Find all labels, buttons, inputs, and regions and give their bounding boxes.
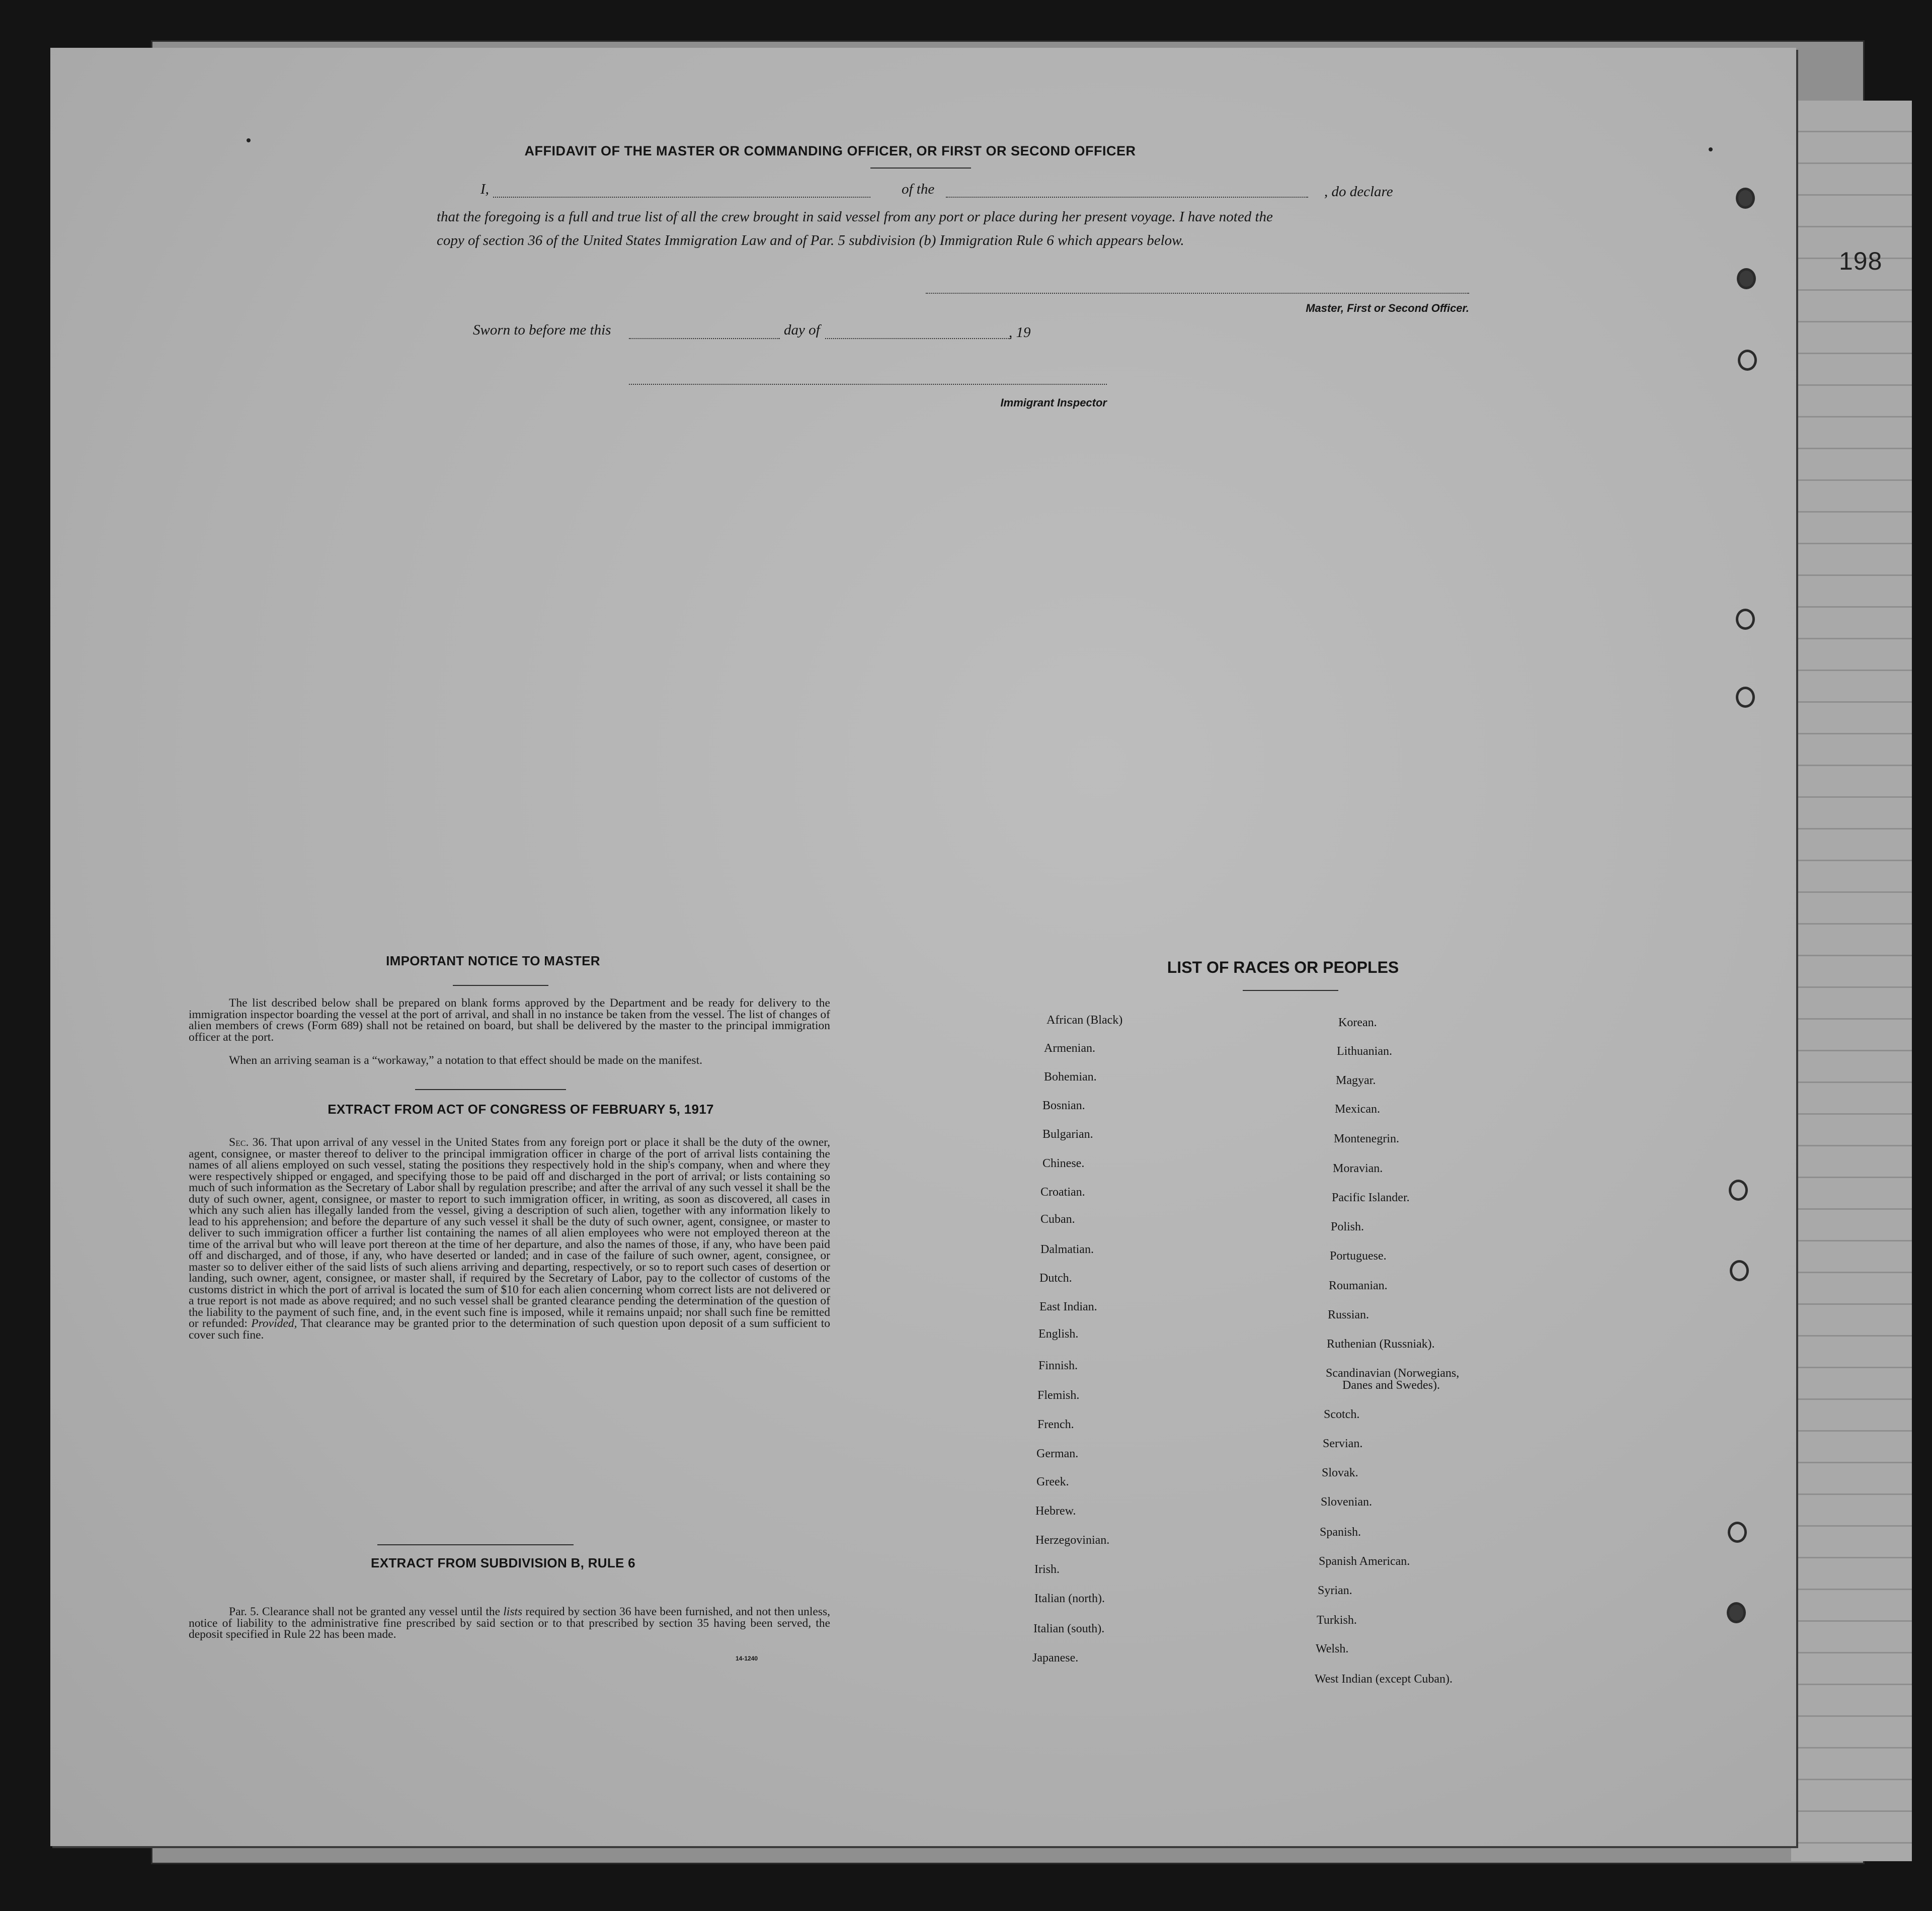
binder-hole — [1729, 1180, 1748, 1201]
affidavit-of-the: of the — [902, 181, 935, 197]
race-item: French. — [1037, 1418, 1074, 1431]
race-item: Pacific Islander. — [1332, 1191, 1410, 1204]
binder-hole — [1728, 1522, 1747, 1543]
signature-label: Master, First or Second Officer. — [1306, 302, 1469, 314]
race-item: Moravian. — [1333, 1162, 1383, 1175]
rule-text-b: required by section 36 have been furnished, and not then unless, notice of liability to the administrative fine prescribed by said section or to that prescribed by section 35 having been served, the deposit specified in Rule 22 has been made. — [189, 1605, 831, 1641]
inspector-signature-line[interactable] — [629, 384, 1107, 385]
race-item: Dalmatian. — [1040, 1243, 1094, 1256]
race-item: Cuban. — [1040, 1213, 1075, 1226]
race-item: Italian (north). — [1034, 1592, 1105, 1605]
race-item: Finnish. — [1038, 1359, 1078, 1372]
race-item: Turkish. — [1317, 1614, 1357, 1627]
notice-paragraph-2 — [189, 1055, 830, 1066]
race-item: Bosnian. — [1042, 1099, 1085, 1112]
race-item: Chinese. — [1042, 1157, 1085, 1170]
race-item: Bohemian. — [1044, 1070, 1097, 1084]
binder-hole — [1736, 687, 1755, 708]
notice-text-2: When an arriving seaman is a “workaway,” a notation to that effect should be made on the manifest. — [229, 1054, 702, 1067]
rule-title: EXTRACT FROM SUBDIVISION B, RULE 6 — [371, 1555, 635, 1570]
act-title: EXTRACT FROM ACT OF CONGRESS OF FEBRUARY 5, 1917 — [328, 1102, 714, 1117]
race-item: Portuguese. — [1330, 1250, 1387, 1263]
race-item: Irish. — [1034, 1563, 1060, 1576]
vessel-field[interactable] — [946, 197, 1308, 198]
sworn-month-field[interactable] — [825, 338, 1011, 339]
divider — [1243, 990, 1338, 991]
act-paragraph — [189, 1137, 830, 1341]
act-text-end: That clearance may be granted prior to the determination of such question upon deposit of a sum sufficient to cover such fine. — [189, 1317, 831, 1342]
act-text: That upon arrival of any vessel in the United States from any foreign port or place it shall be the duty of the owner, agent, consignee, or master thereof to deliver to the principal immigration officer in charge of the port of arrival lists containing the names of all aliens employed on such vessel, stating the positions they respectively hold in the ship's company, when and where they were respectively shipped or engaged, and specifying those to be paid off and discharged in the port of arrival; or lists containing so much of such information as the Secretary of Labor shall by regulation prescribe; and after the arrival of any such vessel it shall be the duty of such owner, agent, consignee, or master to report to such immigration officer, in writing, as soon as discovered, all cases in which any such alien has illegally landed from the vessel, giving a description of such alien, together with any information likely to lead to his apprehension; and before the departure of any such vessel it shall be the duty of such owner, agent, consignee, or master to deliver to such immigration officer a further list containing the names of all alien employees who were not employed thereon at the time of the arrival but who will leave port thereon at the time of her departure, and also the names of those, if any, who have been paid off and discharged, and of those, if any, who have deserted or landed; and in case of the failure of such owner, agent, consignee, or master so to deliver either of the said lists of such aliens arriving and departing, respectively, or so to report such cases of desertion or landing, such owner, agent, consignee, or master shall, if required by the Secretary of Labor, pay to the collector of customs of the customs district in which the port of arrival is located the sum of $10 for each alien concerning whom correct lists are not delivered or a true report is not made as above required; and no such vessel shall be granted clearance pending the determination of the question of the liability to the payment of such fine, and, in the event such fine is imposed, while it remains unpaid; nor shall such fine be remitted or refunded: — [189, 1136, 831, 1330]
inspector-label: Immigrant Inspector — [1000, 396, 1107, 409]
binder-hole — [1736, 188, 1755, 209]
affidavit-title: AFFIDAVIT OF THE MASTER OR COMMANDING OFFICER, OR FIRST OR SECOND OFFICER — [524, 143, 1136, 158]
race-item: Welsh. — [1316, 1642, 1349, 1655]
race-item: Scotch. — [1324, 1408, 1360, 1421]
race-item: East Indian. — [1039, 1300, 1097, 1313]
race-item: West Indian (except Cuban). — [1315, 1673, 1453, 1686]
divider — [453, 985, 548, 986]
sec-label: Sec. 36. — [229, 1136, 267, 1149]
race-item: Slovenian. — [1321, 1495, 1372, 1509]
race-item: Danes and Swedes). — [1342, 1379, 1440, 1392]
sworn-day-of: day of — [784, 322, 820, 338]
affidavit-declare: , do declare — [1324, 184, 1393, 200]
lists-word: lists — [503, 1605, 523, 1618]
race-item: African (Black) — [1046, 1014, 1123, 1027]
race-item: Ruthenian (Russniak). — [1327, 1338, 1435, 1351]
race-item: Polish. — [1331, 1220, 1364, 1233]
race-item: Dutch. — [1039, 1272, 1072, 1285]
notice-text-1: The list described below shall be prepared on blank forms approved by the Department and be ready for delivery to the immigration inspector boarding the vessel at the port of arrival, and shall in no instance be taken from the vessel. The list of changes of alien members of crews (Form 689) shall not be retained on board, but shall be delivered by the master to the principal immigration officer at the port. — [189, 996, 830, 1044]
race-item: Montenegrin. — [1334, 1132, 1399, 1145]
page-number: 198 — [1839, 247, 1883, 275]
notice-title: IMPORTANT NOTICE TO MASTER — [386, 953, 600, 968]
binder-hole — [1737, 268, 1756, 289]
race-item: Bulgarian. — [1042, 1128, 1093, 1141]
race-item: Armenian. — [1044, 1042, 1095, 1055]
race-item: Roumanian. — [1329, 1279, 1388, 1292]
name-field[interactable] — [493, 197, 870, 198]
race-item: Japanese. — [1032, 1651, 1079, 1665]
races-title: LIST OF RACES OR PEOPLES — [1167, 958, 1399, 976]
race-item: Servian. — [1323, 1437, 1363, 1450]
binder-hole — [1730, 1260, 1749, 1281]
notice-paragraph-1 — [189, 998, 830, 1043]
form-number: 14-1240 — [736, 1655, 758, 1662]
rule-text-a: Par. 5. Clearance shall not be granted any vessel until the — [229, 1605, 501, 1618]
race-item: Spanish American. — [1319, 1555, 1410, 1568]
binder-hole — [1736, 609, 1755, 630]
race-item: Greek. — [1036, 1475, 1069, 1488]
affidavit-i: I, — [480, 181, 489, 197]
race-item: Spanish. — [1320, 1526, 1361, 1539]
race-item: Croatian. — [1040, 1186, 1085, 1199]
sworn-day-field[interactable] — [629, 338, 780, 339]
binder-hole — [1738, 350, 1757, 371]
speck — [1709, 147, 1713, 151]
race-item: Magyar. — [1336, 1074, 1376, 1087]
document-page — [50, 48, 1796, 1846]
provided-word: Provided, — [251, 1317, 297, 1330]
race-item: Korean. — [1338, 1016, 1377, 1029]
race-item: German. — [1036, 1447, 1079, 1460]
speck — [247, 138, 251, 142]
race-item: Slovak. — [1322, 1466, 1358, 1479]
race-item: Hebrew. — [1035, 1505, 1076, 1518]
divider — [415, 1089, 566, 1090]
race-item: Scandinavian (Norwegians, — [1326, 1367, 1460, 1380]
divider — [870, 168, 971, 169]
race-item: Lithuanian. — [1337, 1045, 1392, 1058]
affidavit-line3: copy of section 36 of the United States Immigration Law and of Par. 5 subdivision (b) Immigration Rule 6 which appears below. — [437, 232, 1184, 248]
adjacent-page-edge — [1791, 101, 1912, 1861]
rule-paragraph — [189, 1606, 830, 1640]
race-item: Herzegovinian. — [1035, 1534, 1110, 1547]
race-item: English. — [1038, 1327, 1079, 1341]
sworn-year: , 19 — [1009, 324, 1031, 341]
race-item: Flemish. — [1037, 1389, 1080, 1402]
affidavit-line2: that the foregoing is a full and true list of all the crew brought in said vessel from any port or place during her present voyage. I have noted the — [437, 209, 1273, 225]
race-item: Mexican. — [1335, 1103, 1380, 1116]
race-item: Italian (south). — [1033, 1622, 1105, 1635]
race-item: Syrian. — [1318, 1584, 1352, 1597]
sworn-prefix: Sworn to before me this — [473, 322, 611, 338]
binder-hole — [1727, 1602, 1746, 1623]
race-item: Russian. — [1328, 1308, 1370, 1321]
divider — [377, 1544, 574, 1545]
signature-line[interactable] — [926, 293, 1469, 294]
